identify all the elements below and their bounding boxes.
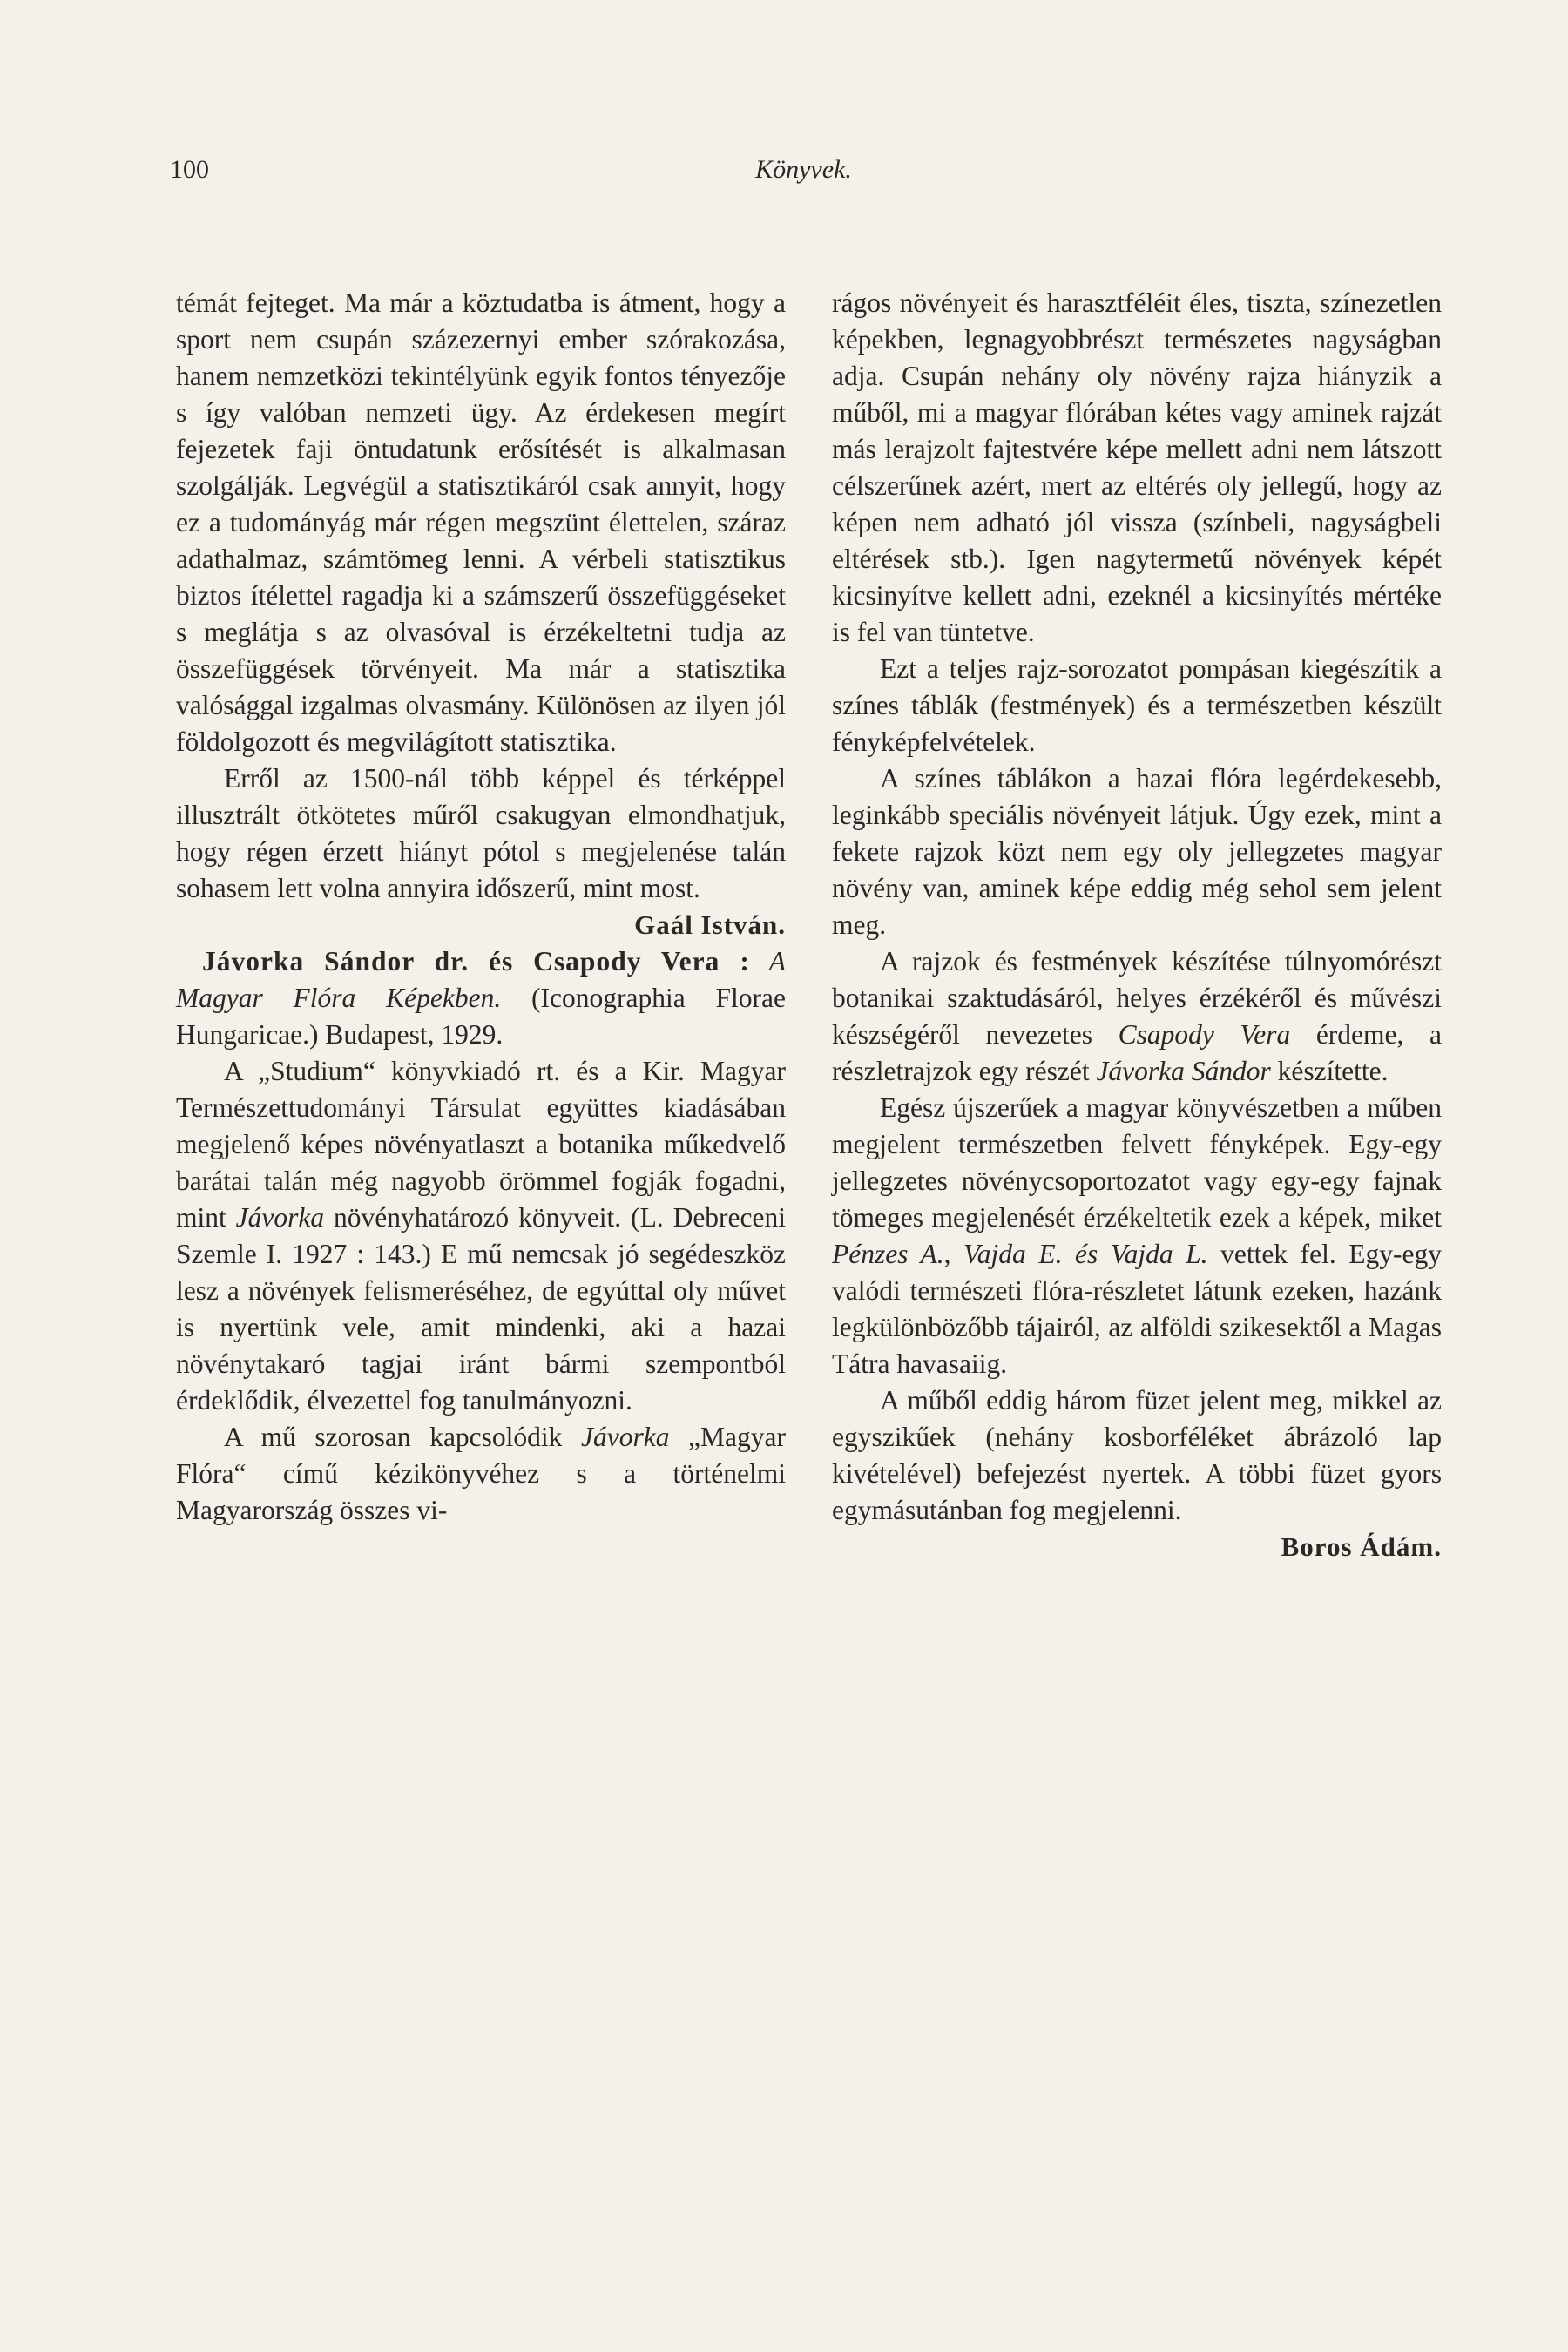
paragraph: Ezt a teljes rajz-sorozatot pompásan kiegészítik a színes táblák (festmények) és a természetben készült fényképfelvételek. [832, 653, 1442, 757]
paragraph: A „Studium“ könyvkiadó rt. és a Kir. Magyar Természettudományi Társulat együttes kiadásában megjelenő képes növényatlaszt a botanika műkedvelő barátai talán még nagyobb örömmel fogják fogadni, mint Jávorka növényhatározó könyveit. (L. Debreceni Szemle I. 1927 : 143.) E mű nemcsak jó segédeszköz lesz a növények felismeréséhez, de egyúttal oly művet is nyertünk vele, amit mindenki, aki a hazai növénytakaró tagjai iránt bármi szempontból érdeklődik, élvezettel fog tanulmányozni. [176, 1056, 786, 1416]
right-column [832, 285, 1442, 1565]
paragraph: A műből eddig három füzet jelent meg, mikkel az egyszikűek (nehány kosborféléket ábrázoló lap kivételével) befejezést nyertek. A többi füzet gyors egymásutánban fog megjelenni. [832, 1385, 1442, 1525]
review-book-title: A Magyar Flóra Képekben. [176, 946, 786, 1013]
section-title: Könyvek. [755, 155, 852, 184]
paragraph: A rajzok és festmények készítése túlnyomórészt botanikai szaktudásáról, helyes érzékéről és művészi készségéről nevezetes Csapody Vera érdeme, a részletrajzok egy részét Jávorka Sándor készítette. [832, 946, 1442, 1086]
review-authors: Jávorka Sándor dr. és Csapody Vera : [202, 946, 750, 977]
paragraph-continued: témát fejteget. Ma már a köztudatba is átment, hogy a sport nem csupán százezernyi ember szórakozása, hanem nemzetközi tekintélyünk egyik fontos tényezője s így valóban nemzeti ügy. Az érdekesen megírt fejezetek faji öntudatunk erősítését is alkalmasan szolgálják. Legvégül a statisztikáról csak annyit, hogy ez a tudományág már régen megszünt élettelen, száraz adathalmaz, számtömeg lenni. A vérbeli statisztikus biztos ítélettel ragadja ki a számszerű összefüggéseket s meglátja s az olvasóval is érzékeltetni tudja az összefüggések törvényeit. Ma már a statisztika valósággal izgalmas olvasmány. Különösen az ilyen jól földolgozott és megvilágított statisztika. [176, 287, 786, 757]
running-head [170, 155, 1437, 199]
paragraph: Erről az 1500-nál több képpel és térképpel illusztrált ötkötetes műről csakugyan elmondhatjuk, hogy régen érzett hiányt pótol s megjelenése talán sohasem lett volna annyira időszerű, mint most. [176, 763, 786, 903]
page-number: 100 [170, 155, 209, 184]
paragraph-continued: rágos növényeit és harasztféléit éles, tiszta, színezetlen képekben, legnagyobbrészt természetes nagyságban adja. Csupán nehány oly növény rajza hiányzik a műből, mi a magyar flórában kétes vagy aminek rajzát más lerajzolt fajtestvére képe mellett adni nem látszott célszerűnek azért, mert az eltérés oly jellegű, hogy az képen nem adható jól vissza (színbeli, nagyságbeli eltérések stb.). Igen nagytermetű növények képét kicsinyítve kellett adni, ezeknél a kicsinyítés mértéke is fel van tüntetve. [832, 287, 1442, 647]
review-signature: Boros Ádám. [1281, 1531, 1442, 1562]
paragraph: A mű szorosan kapcsolódik Jávorka „Magyar Flóra“ című kézikönyvéhez s a történelmi Magyarország összes vi- [176, 1422, 786, 1525]
left-column [176, 285, 786, 1529]
paragraph: A színes táblákon a hazai flóra legérdekesebb, leginkább speciális növényeit látjuk. Úgy ezek, mint a fekete rajzok közt nem egy oly jellegzetes magyar növény van, aminek képe eddig még sehol sem jelent meg. [832, 763, 1442, 940]
paragraph: Egész újszerűek a magyar könyvészetben a műben megjelent természetben felvett fényképek. Egy-egy jellegzetes növénycsoportozatot vagy egy-egy fajnak tömeges megjelenését érzékeltetik ezek a képek, miket Pénzes A., Vajda E. és Vajda L. vettek fel. Egy-egy valódi természeti flóra-részletet látunk ezeken, hazánk legkülönbözőbb tájairól, az alföldi szikesektől a Magas Tátra havasaiig. [832, 1092, 1442, 1379]
review-heading [176, 943, 786, 1053]
review-signature: Gaál István. [634, 909, 786, 940]
review-publication-info: (Iconographia Florae Hungaricae.) Budapest, 1929. [176, 983, 786, 1050]
